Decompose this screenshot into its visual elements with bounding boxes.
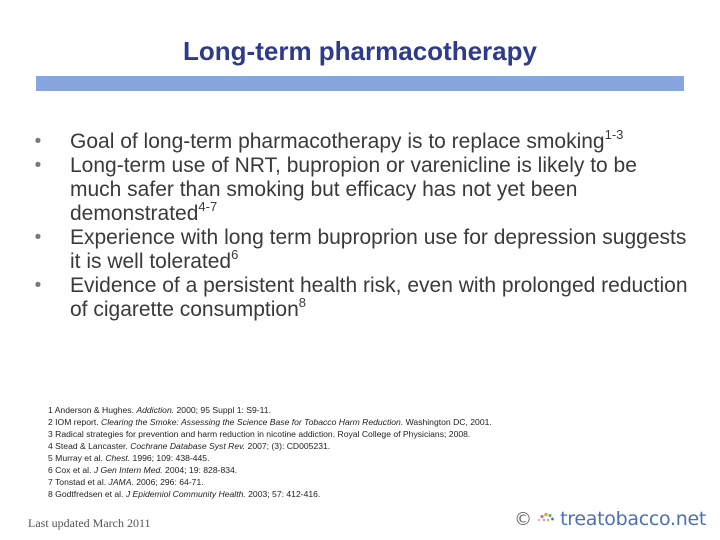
bullet-item: [28, 226, 688, 274]
dotted-swirl-logo-icon: [536, 511, 556, 527]
journal-title: Clearing the Smoke: Assessing the Science Base for Tobacco Harm Reduction.: [101, 417, 404, 427]
reference-item: [48, 428, 678, 440]
bullet-dot-icon: •: [34, 227, 42, 248]
bullet-item: [28, 127, 688, 154]
citation-superscript: 1-3: [604, 127, 624, 142]
citation-superscript: 8: [298, 295, 307, 310]
last-updated-note: Last updated March 2011: [28, 516, 151, 530]
reference-citation: 2004; 19: 828-834.: [162, 465, 238, 475]
reference-list: [48, 404, 678, 500]
reference-text: 1 Anderson & Hughes.: [48, 405, 137, 415]
reference-text: 2 IOM report.: [48, 417, 102, 427]
brand-footer: [514, 508, 706, 530]
citation-superscript: 6: [231, 247, 239, 262]
journal-title: JAMA.: [108, 477, 134, 487]
bullet-dot-icon: •: [34, 131, 42, 152]
reference-text: 7 Tonstad et al.: [48, 477, 109, 487]
reference-citation: 2000; 95 Suppl 1: S9-11.: [174, 405, 271, 415]
slide-title: Long-term pharmacotherapy: [183, 36, 537, 66]
reference-text: 5 Murray et al.: [48, 453, 106, 463]
reference-item: [48, 452, 678, 464]
bullet-dot-icon: •: [34, 275, 42, 296]
reference-item: [48, 404, 678, 416]
reference-item: [48, 440, 678, 452]
journal-title: J Gen Intern Med.: [93, 465, 163, 475]
bullet-text: Goal of long-term pharmacotherapy is to replace smoking: [70, 130, 605, 153]
journal-title: Cochrane Database Syst Rev.: [130, 441, 246, 451]
brand-name[interactable]: treatobacco.net: [560, 508, 706, 530]
bullet-item: [28, 274, 688, 322]
reference-item: [48, 464, 678, 476]
reference-citation: 1996; 109: 438-445.: [130, 453, 210, 463]
bullet-text: Experience with long term buproprion use for depression suggests it is well tolerated: [70, 226, 687, 273]
reference-item: [48, 488, 678, 500]
bullet-item: [28, 154, 688, 226]
reference-text: 6 Cox et al.: [48, 465, 94, 475]
reference-text: 8 Godtfredsen et al.: [48, 489, 126, 499]
reference-citation: 2003; 57: 412-416.: [245, 489, 321, 499]
reference-item: [48, 476, 678, 488]
citation-superscript: 4-7: [198, 199, 218, 214]
journal-title: Chest.: [105, 453, 131, 463]
title-underline-bar: [36, 76, 684, 91]
reference-citation: 2007; (3): CD005231.: [245, 441, 331, 451]
bullet-dot-icon: •: [34, 155, 42, 176]
bullet-text: Long-term use of NRT, bupropion or varenicline is likely to be much safer than smoking but efficacy has not yet been demonstrated: [70, 154, 637, 225]
bullet-list: [28, 127, 688, 322]
bullet-text: Evidence of a persistent health risk, even with prolonged reduction of cigarette consumption: [70, 274, 688, 321]
reference-citation: Washington DC, 2001.: [403, 417, 492, 427]
reference-item: [48, 416, 678, 428]
copyright-icon: ©: [514, 508, 533, 530]
journal-title: J Epidemiol Community Health.: [125, 489, 246, 499]
journal-title: Addiction.: [136, 405, 175, 415]
reference-text: 3 Radical strategies for prevention and harm reduction in nicotine addiction. Royal College of Physicians; 2008.: [48, 429, 471, 439]
reference-text: 4 Stead & Lancaster.: [48, 441, 131, 451]
reference-citation: 2006; 296: 64-71.: [133, 477, 204, 487]
